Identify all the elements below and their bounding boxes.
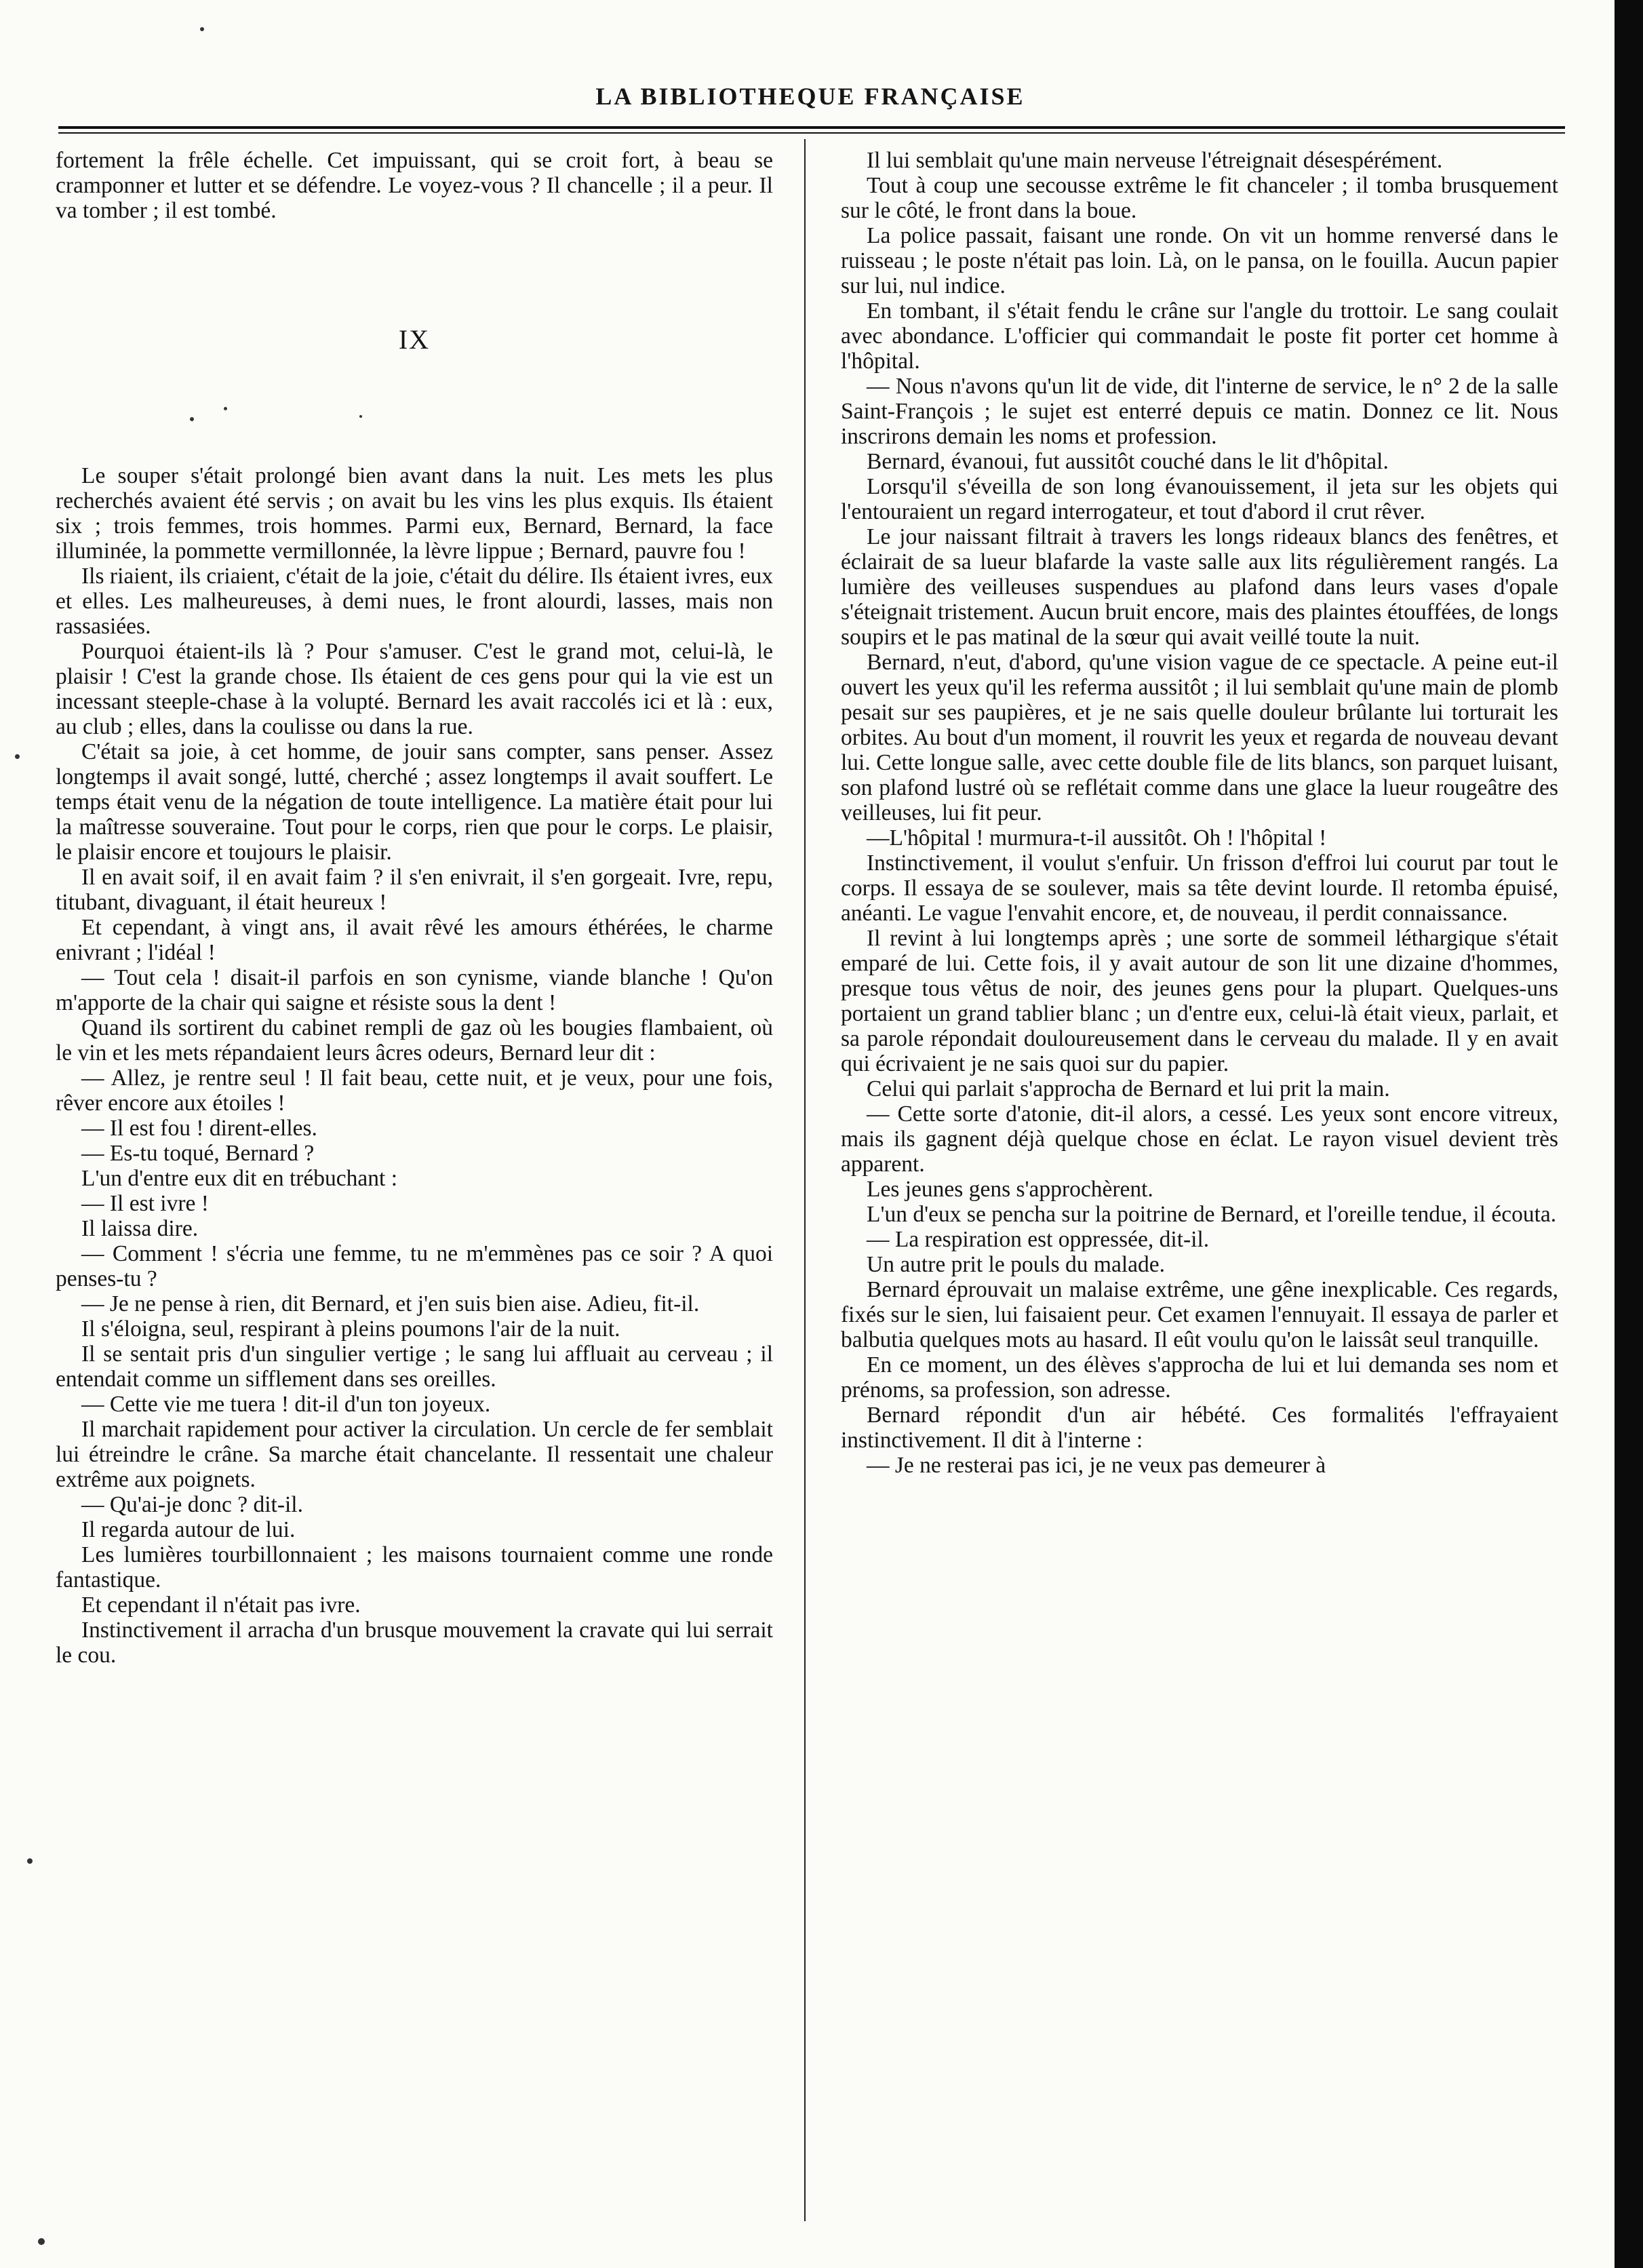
left-column xyxy=(56,148,773,1668)
paragraph: Ils riaient, ils criaient, c'était de la joie, c'était du délire. Ils étaient ivres, eux et elles. Les malheureuses, à demi nues, le front alourdi, lasses, mais non rassasiées. xyxy=(56,564,773,639)
paragraph: — Je ne pense à rien, dit Bernard, et j'en suis bien aise. Adieu, fit-il. xyxy=(81,1291,700,1316)
paragraph: Le souper s'était prolongé bien avant dans la nuit. Les mets les plus recherchés avaient été servis ; on avait bu les vins les plus exquis. Ils étaient six ; trois femmes, trois hommes. Parmi eux, Bernard, Bernard, la face illuminée, la pommette vermillonnée, la lèvre lippue ; Bernard, pauvre fou ! xyxy=(56,463,773,564)
header-rule-thin xyxy=(58,132,1565,134)
paragraph: La police passait, faisant une ronde. On vit un homme renversé dans le ruisseau ; le poste n'était pas loin. Là, on le pansa, on le fouilla. Aucun papier sur lui, nul indice. xyxy=(841,223,1558,298)
print-speck xyxy=(190,417,194,421)
paragraph: — Il est fou ! dirent-elles. xyxy=(81,1116,317,1141)
paragraph: Tout à coup une secousse extrême le fit chanceler ; il tomba brusquement sur le côté, le front dans la boue. xyxy=(841,173,1558,223)
paragraph: — Allez, je rentre seul ! Il fait beau, cette nuit, et je veux, pour une fois, rêver encore aux étoiles ! xyxy=(56,1065,773,1116)
paragraph: Il regarda autour de lui. xyxy=(81,1517,296,1542)
paragraph: Instinctivement, il voulut s'enfuir. Un frisson d'effroi lui courut par tout le corps. Il essaya de se soulever, mais sa tête devint lourde. Il retomba épuisé, anéanti. Le vague l'envahit encore, et, de nouveau, il perdit connaissance. xyxy=(841,850,1558,926)
print-speck xyxy=(359,415,362,418)
paragraph: Lorsqu'il s'éveilla de son long évanouissement, il jeta sur les objets qui l'entouraient un regard interrogateur, et tout d'abord il crut rêver. xyxy=(841,474,1558,524)
paragraph: — Qu'ai-je donc ? dit-il. xyxy=(81,1492,303,1517)
column-divider xyxy=(804,139,806,2221)
print-speck xyxy=(38,2238,45,2245)
paragraph: Il s'éloigna, seul, respirant à pleins poumons l'air de la nuit. xyxy=(81,1316,620,1342)
paragraph: — Tout cela ! disait-il parfois en son cynisme, viande blanche ! Qu'on m'apporte de la chair qui saigne et résiste sous la dent ! xyxy=(56,965,773,1015)
paragraph: Les jeunes gens s'approchèrent. xyxy=(867,1177,1153,1202)
paragraph: Et cependant, à vingt ans, il avait rêvé les amours éthérées, le charme enivrant ; l'idéal ! xyxy=(56,915,773,965)
chapter-heading: IX xyxy=(398,324,431,355)
paragraph: Bernard, évanoui, fut aussitôt couché dans le lit d'hôpital. xyxy=(867,449,1389,474)
print-speck xyxy=(15,754,20,759)
print-speck xyxy=(27,1858,33,1864)
paragraph: Un autre prit le pouls du malade. xyxy=(867,1252,1166,1277)
paragraph: Bernard éprouvait un malaise extrême, une gêne inexplicable. Ces regards, fixés sur le sien, lui faisaient peur. Cet examen l'ennuyait. Il essaya de parler et balbutia quelques mots au hasard. Il eût voulu qu'on le laissât seul tranquille. xyxy=(841,1277,1558,1352)
paragraph: — Cette sorte d'atonie, dit-il alors, a cessé. Les yeux sont encore vitreux, mais ils gagnent déjà quelque chose en éclat. Le rayon visuel devient très apparent. xyxy=(841,1101,1558,1177)
paragraph: — Il est ivre ! xyxy=(81,1191,209,1216)
paragraph: Il marchait rapidement pour activer la circulation. Un cercle de fer semblait lui étreindre le crâne. Sa marche était chancelante. Il ressentait une chaleur extrême aux poignets. xyxy=(56,1417,773,1492)
header-rule-thick xyxy=(58,126,1565,129)
scan-edge-shadow xyxy=(1615,0,1643,2268)
paragraph: — Nous n'avons qu'un lit de vide, dit l'interne de service, le n° 2 de la salle Saint-François ; le sujet est enterré depuis ce matin. Donnez ce lit. Nous inscrirons demain les noms et profession. xyxy=(841,374,1558,449)
left-column-opening-text xyxy=(56,148,773,223)
paragraph: Celui qui parlait s'approcha de Bernard et lui prit la main. xyxy=(867,1076,1390,1101)
paragraph: Bernard répondit d'un air hébété. Ces formalités l'effrayaient instinctivement. Il dit à l'interne : xyxy=(841,1403,1558,1453)
paragraph: — Cette vie me tuera ! dit-il d'un ton joyeux. xyxy=(81,1392,491,1417)
paragraph: — Es-tu toqué, Bernard ? xyxy=(81,1141,315,1166)
paragraph: — Comment ! s'écria une femme, tu ne m'emmènes pas ce soir ? A quoi penses-tu ? xyxy=(56,1241,773,1291)
right-column xyxy=(841,148,1558,1478)
print-speck xyxy=(200,27,204,31)
paragraph: L'un d'entre eux dit en trébuchant : xyxy=(81,1166,398,1191)
paragraph: Il laissa dire. xyxy=(81,1216,199,1241)
paragraph: — Je ne resterai pas ici, je ne veux pas demeurer à xyxy=(867,1453,1326,1478)
paragraph: Et cependant il n'était pas ivre. xyxy=(81,1592,361,1618)
paragraph: —L'hôpital ! murmura-t-il aussitôt. Oh ! l'hôpital ! xyxy=(867,825,1327,850)
paragraph: En ce moment, un des élèves s'approcha de lui et lui demanda ses nom et prénoms, sa profession, son adresse. xyxy=(841,1352,1558,1403)
paragraph: Pourquoi étaient-ils là ? Pour s'amuser. C'est le grand mot, celui-là, le plaisir ! C'est la grande chose. Ils étaient de ces gens pour qui la vie est un incessant steeple-chase à la volupté. Bernard les avait raccolés ici et là : eux, au club ; elles, dans la coulisse ou dans la rue. xyxy=(56,639,773,739)
paragraph: — La respiration est oppressée, dit-il. xyxy=(867,1227,1210,1252)
paragraph: Bernard, n'eut, d'abord, qu'une vision vague de ce spectacle. A peine eut-il ouvert les yeux qu'il les referma aussitôt ; il lui semblait qu'une main de plomb pesait sur ses paupières, et je ne sais quelle douleur brûlante lui torturait les orbites. Au bout d'un moment, il rouvrit les yeux et regarda de nouveau devant lui. Cette longue salle, avec cette double file de lits blancs, son parquet luisant, son plafond lustré où se reflétait comme dans une glace la lueur rougeâtre des veilleuses, lui fit peur. xyxy=(841,650,1558,825)
print-speck xyxy=(224,407,227,410)
paragraph: L'un d'eux se pencha sur la poitrine de Bernard, et l'oreille tendue, il écouta. xyxy=(867,1202,1557,1227)
paragraph: Quand ils sortirent du cabinet rempli de gaz où les bougies flambaient, où le vin et les mets répandaient leurs âcres odeurs, Bernard leur dit : xyxy=(56,1015,773,1065)
paragraph: Le jour naissant filtrait à travers les longs rideaux blancs des fenêtres, et éclairait de sa lueur blafarde la vaste salle aux lits régulièrement rangés. La lumière des veilleuses suspendues au plafond dans leurs vases d'opale s'éteignait tristement. Aucun bruit encore, mais des plaintes étouffées, de longs soupirs et le pas matinal de la sœur qui avait veillé toute la nuit. xyxy=(841,524,1558,650)
left-column-chapter-text xyxy=(56,463,773,1668)
paragraph: C'était sa joie, à cet homme, de jouir sans compter, sans penser. Assez longtemps il avait songé, lutté, cherché ; assez longtemps il avait souffert. Le temps était venu de la négation de toute intelligence. La matière était pour lui la maîtresse souveraine. Tout pour le corps, rien que pour le corps. Le plaisir, le plaisir encore et toujours le plaisir. xyxy=(56,739,773,865)
paragraph: Instinctivement il arracha d'un brusque mouvement la cravate qui lui serrait le cou. xyxy=(56,1618,773,1668)
paragraph: Il revint à lui longtemps après ; une sorte de sommeil léthargique s'était emparé de lui. Cette fois, il y avait autour de son lit une dizaine d'hommes, presque tous vêtus de noir, des jeunes gens pour la plupart. Quelques-uns portaient un grand tablier blanc ; un d'entre eux, celui-là était vieux, parlait, et sa parole répondait douloureusement dans le cerveau du malade. Il y en avait qui écrivaient je ne sais quoi sur du papier. xyxy=(841,926,1558,1076)
paragraph: En tombant, il s'était fendu le crâne sur l'angle du trottoir. Le sang coulait avec abondance. L'officier qui commandait le poste fit porter cet homme à l'hôpital. xyxy=(841,298,1558,374)
paragraph: Il lui semblait qu'une main nerveuse l'étreignait désespérément. xyxy=(867,148,1443,173)
paragraph: Les lumières tourbillonnaient ; les maisons tournaient comme une ronde fantastique. xyxy=(56,1542,773,1592)
paragraph: fortement la frêle échelle. Cet impuissant, qui se croit fort, à beau se cramponner et lutter et se défendre. Le voyez-vous ? Il chancelle ; il a peur. Il va tomber ; il est tombé. xyxy=(56,148,773,223)
paragraph: Il se sentait pris d'un singulier vertige ; le sang lui affluait au cerveau ; il entendait comme un sifflement dans ses oreilles. xyxy=(56,1342,773,1392)
paragraph: Il en avait soif, il en avait faim ? il s'en enivrait, il s'en gorgeait. Ivre, repu, titubant, divaguant, il était heureux ! xyxy=(56,865,773,915)
running-header: LA BIBLIOTHEQUE FRANÇAISE xyxy=(595,83,1025,110)
